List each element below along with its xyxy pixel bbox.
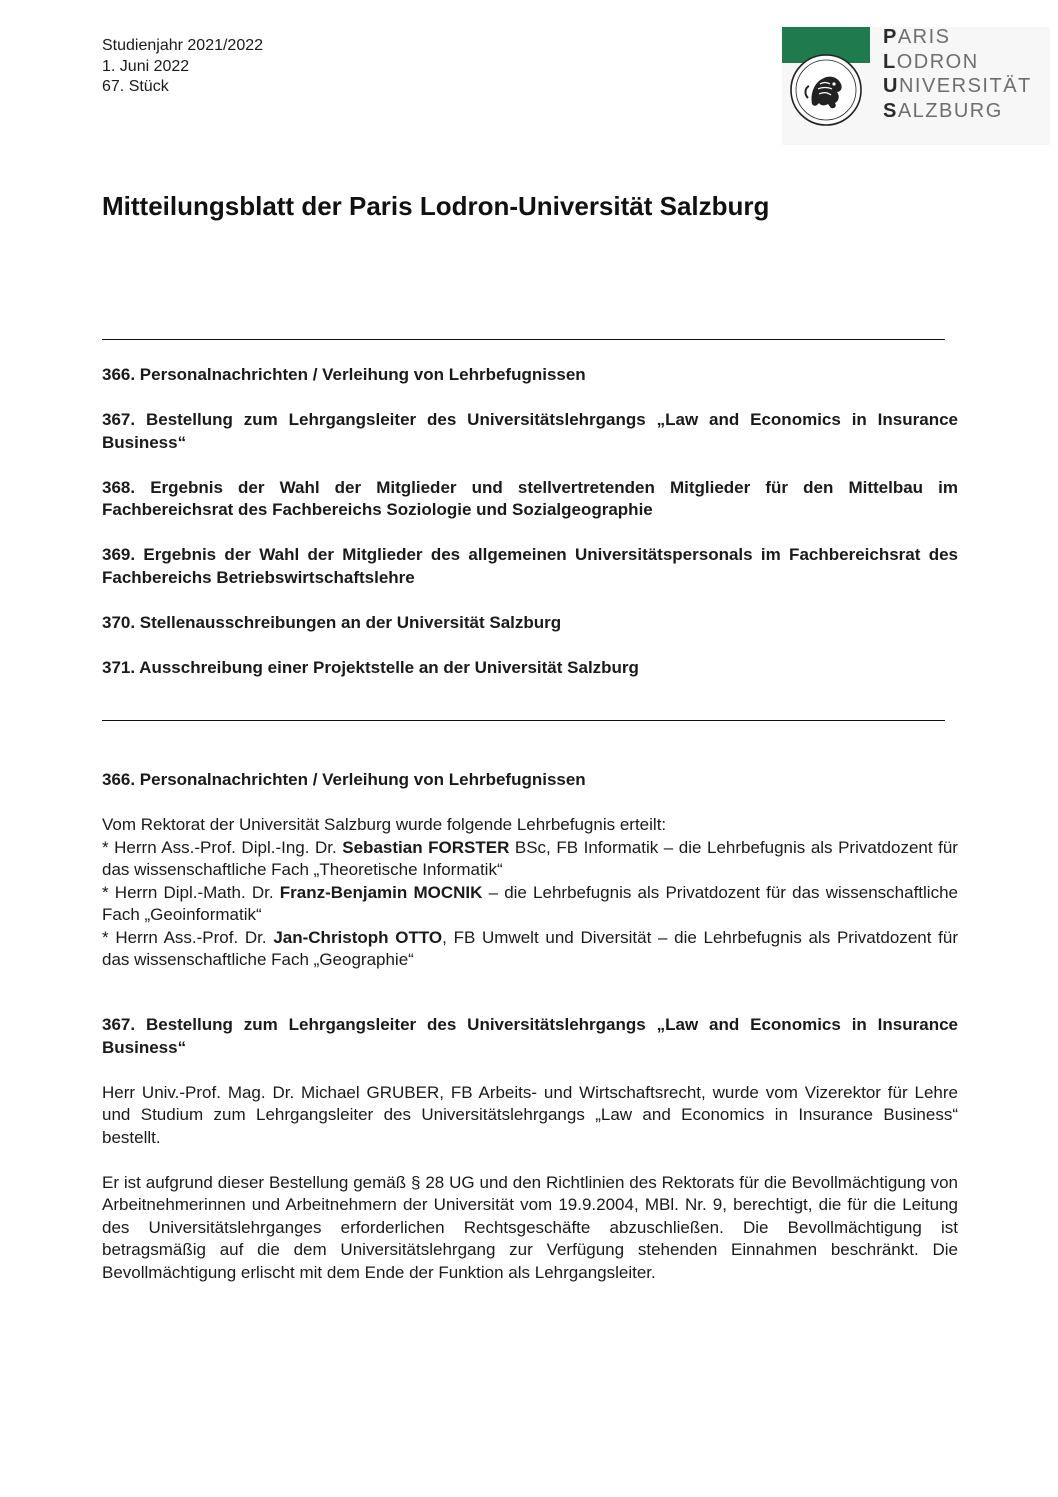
appointee-name: Sebastian FORSTER (342, 837, 510, 857)
toc-item-366: 366. Personalnachrichten / Verleihung von Lehrbefugnissen (102, 365, 586, 384)
toc-item-367: 367. Bestellung zum Lehrgangsleiter des Universitätslehrgangs „Law and Economics in Insurance Business“ (102, 410, 958, 452)
section-366-title: 366. Personalnachrichten / Verleihung von Lehrbefugnissen (102, 770, 586, 789)
toc-item-371: 371. Ausschreibung einer Projektstelle an der Universität Salzburg (102, 657, 639, 677)
university-logo (782, 27, 1050, 145)
section-367-paragraph-2: Er ist aufgrund dieser Bestellung gemäß § 28 UG und den Richtlinien des Rektorats für die Bevollmächtigung von Arbeitnehmerinnen und Arbeitnehmern der Universität vom 19.9.2004, MBl. Nr. 9, berechtigt, die für die Leitung des Universitätslehrganges erforderlichen Rechtsgeschäfte abzuschließen. Die Bevollmächtigung ist betragsmäßig auf die dem Universitätslehrgang zur Verfügung stehenden Einnahmen beschränkt. Die Bevollmächtigung erlischt mit dem Ende der Funktion als Lehrgangsleiter. (102, 1172, 958, 1282)
section-367-paragraph-1: Herr Univ.-Prof. Mag. Dr. Michael GRUBER, FB Arbeits- und Wirtschaftsrecht, wurde vom Vizerektor für Lehre und Studium zum Lehrgangsleiter des Universitätslehrgangs „Law and Economics in Insurance Business“ bestellt. (102, 1082, 958, 1147)
logo-line-salzburg: SALZBURG (883, 99, 1003, 122)
issue-number: 67. Stück (102, 78, 169, 95)
lion-seal-icon (790, 54, 862, 126)
toc-item-370: 370. Stellenausschreibungen an der Universität Salzburg (102, 612, 562, 632)
appointment-entry-mocnik: * Herrn Dipl.-Math. Dr. Franz-Benjamin MOCNIK – die Lehrbefugnis als Privatdozent für das wissenschaftliche Fach „Geoinformatik“ (102, 882, 958, 924)
divider-bottom (102, 720, 945, 721)
toc-item-369: 369. Ergebnis der Wahl der Mitglieder des allgemeinen Universitätspersonals im Fachbereichsrat des Fachbereichs Betriebswirtschaftslehre (102, 545, 958, 587)
logo-line-universitaet: UNIVERSITÄT (883, 75, 1032, 97)
logo-line-paris: PARIS (883, 26, 951, 48)
appointee-name: Franz-Benjamin MOCNIK (279, 882, 483, 902)
divider-top (102, 339, 945, 340)
appointment-entry-otto: * Herrn Ass.-Prof. Dr. Jan-Christoph OTTO, FB Umwelt und Diversität – die Lehrbefugnis als Privatdozent für das wissenschaftliche Fach „Geographie“ (102, 927, 958, 969)
study-year: Studienjahr 2021/2022 (102, 37, 264, 54)
issue-metadata (102, 36, 263, 98)
appointee-name: Jan-Christoph OTTO (273, 927, 443, 947)
logo-wordmark (883, 25, 1032, 123)
section-366 (102, 769, 958, 972)
toc-item-368: 368. Ergebnis der Wahl der Mitglieder und stellvertretenden Mitglieder für den Mittelbau im Fachbereichsrat des Fachbereichs Soziologie und Sozialgeographie (102, 477, 958, 519)
appointment-entry-forster: * Herrn Ass.-Prof. Dipl.-Ing. Dr. Sebastian FORSTER BSc, FB Informatik – die Lehrbefugnis als Privatdozent für das wissenschaftliche Fach „Theoretische Informatik“ (102, 837, 958, 879)
table-of-contents (102, 364, 958, 702)
section-367-title: 367. Bestellung zum Lehrgangsleiter des Universitätslehrgangs „Law and Economics in Insurance Business“ (102, 1015, 958, 1057)
document-title: Mitteilungsblatt der Paris Lodron-Universität Salzburg (102, 191, 770, 221)
logo-line-lodron: LODRON (883, 50, 979, 73)
section-367 (102, 1014, 958, 1284)
section-366-intro: Vom Rektorat der Universität Salzburg wurde folgende Lehrbefugnis erteilt: (102, 815, 667, 834)
issue-date: 1. Juni 2022 (102, 57, 190, 75)
